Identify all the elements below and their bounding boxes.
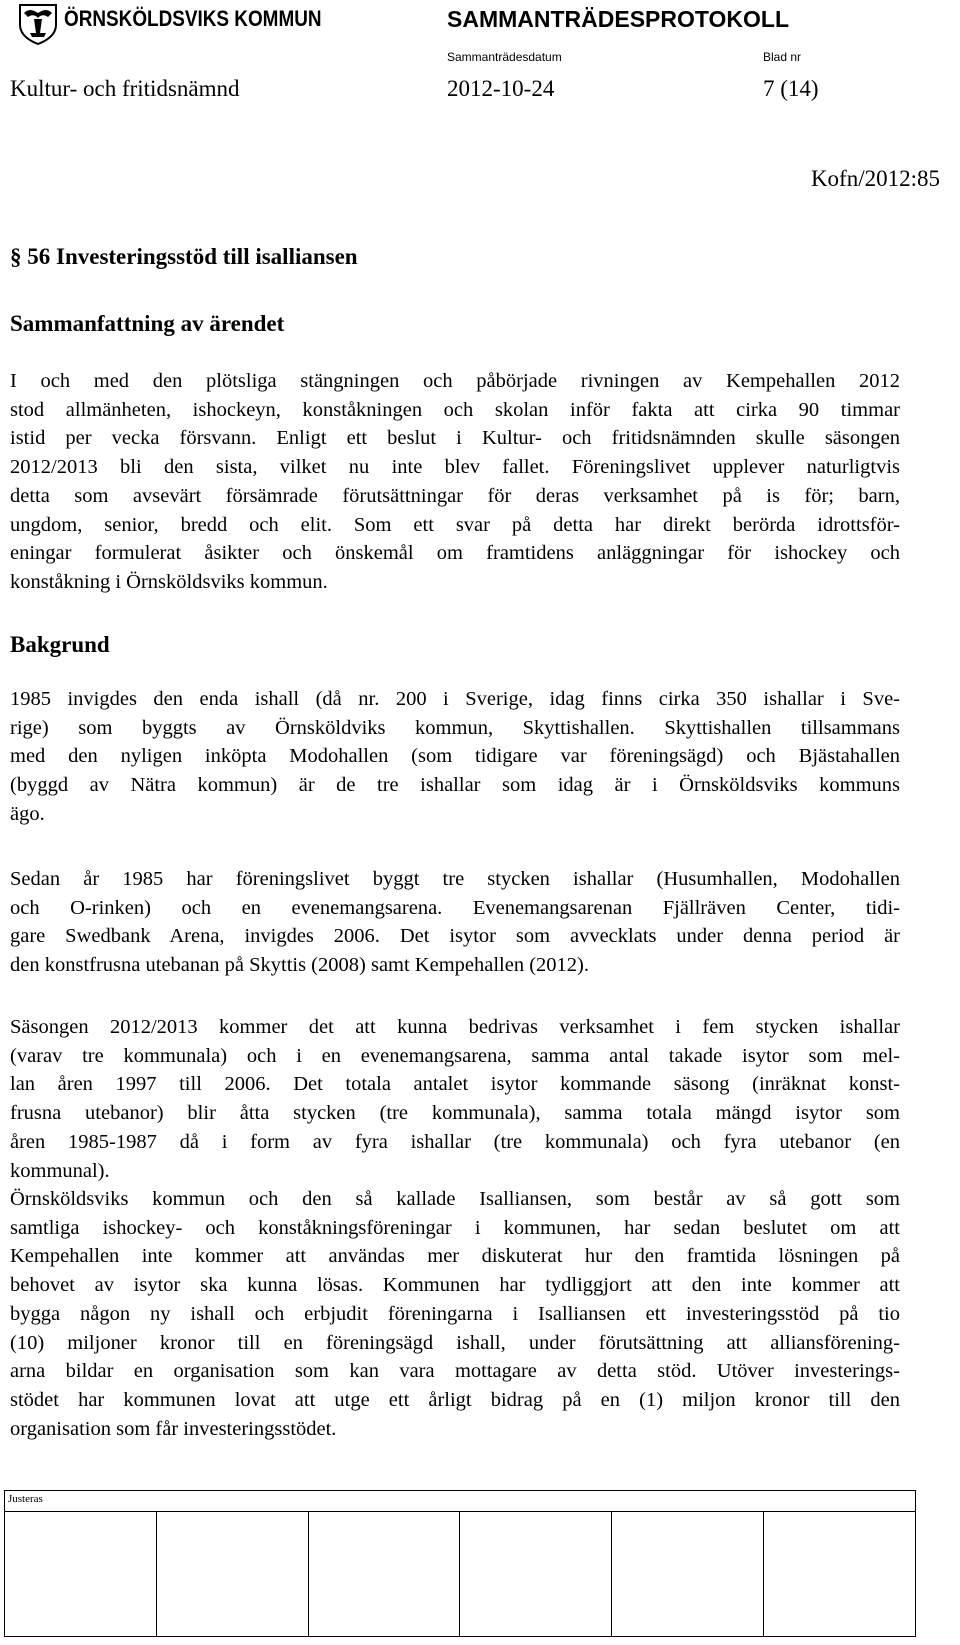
text-line: Sedan år 1985 har föreningslivet byggt tre stycken ishallar (Husumhallen, Modohallen (10, 868, 900, 890)
background-paragraph-1 (10, 685, 900, 829)
text-line: kommunal). (10, 1159, 110, 1182)
background-paragraph-4 (10, 1185, 900, 1443)
document-type: SAMMANTRÄDESPROTOKOLL (447, 6, 790, 32)
signature-cell (460, 1512, 612, 1637)
text-line: den konstfrusna utebanan på Skyttis (2008) samt Kempehallen (2012). (10, 954, 589, 977)
text-line: behovet av isytor ska kunna lösas. Kommunen har tydliggjort att den inte kommer att (10, 1274, 900, 1297)
text-line: detta som avsevärt försämrade förutsättningar för deras verksamhet på is för; barn, (10, 484, 900, 507)
meeting-date: 2012-10-24 (447, 76, 555, 101)
signature-cell (157, 1512, 309, 1637)
text-line: rige) som byggts av Örnsköldviks kommun, Skyttishallen. Skyttishallen tillsammans (10, 716, 900, 739)
text-line: stod allmänheten, ishockeyn, konståkningen och skolan inför fakta att cirka 90 timmar (10, 398, 900, 421)
background-paragraph-3 (10, 1013, 900, 1185)
text-line: stödet har kommunen lovat att utge ett årligt bidrag på en (1) miljon kronor till den (10, 1388, 900, 1411)
signature-cell (764, 1512, 915, 1637)
case-reference: Kofn/2012:85 (810, 166, 940, 191)
text-line: Kempehallen inte kommer att användas mer diskuterat hur den framtida lösningen på (10, 1245, 900, 1268)
text-line: åren 1985-1987 då i form av fyra ishallar (tre kommunala) och fyra utebanor (en (10, 1130, 900, 1153)
page-label: Blad nr (763, 50, 802, 64)
text-line: (byggd av Nätra kommun) är de tre ishallar som idag är i Örnsköldsviks kommuns (10, 774, 900, 797)
text-line: bygga någon ny ishall och erbjudit föreningarna i Isalliansen ett investeringsstöd på tio (10, 1302, 900, 1325)
text-line: (10) miljoner kronor till en föreningsägd ishall, under förutsättning att alliansförening- (10, 1331, 900, 1354)
text-line: eningar formulerat åsikter och önskemål om framtidens anläggningar för ishockey och (10, 542, 900, 565)
text-line: ungdom, senior, bredd och elit. Som ett svar på detta har direkt berörda idrottsför- (10, 513, 900, 536)
text-line: 2012/2013 bli den sista, vilket nu inte blev fallet. Föreningslivet upplever naturligtvis (10, 456, 900, 479)
text-line: och O-rinken) och en evenemangsarena. Evenemangsarenan Fjällräven Center, tidi- (10, 896, 900, 919)
background-paragraph-2 (10, 865, 900, 980)
signature-cells (5, 1511, 915, 1637)
summary-heading: Sammanfattning av ärendet (10, 311, 285, 336)
text-line: arna bildar en organisation som kan vara mottagare av detta stöd. Utöver investerings- (10, 1360, 900, 1383)
text-line: organisation som får investeringsstödet. (10, 1417, 337, 1440)
summary-paragraph (10, 367, 900, 597)
signature-cell (5, 1512, 157, 1637)
text-line: konståkning i Örnsköldsviks kommun. (10, 570, 328, 593)
text-line: frusna utebanor) blir åtta stycken (tre kommunala), samma totala mängd isytor som (10, 1102, 900, 1125)
text-line: lan åren 1997 till 2006. Det totala antalet isytor kommande säsong (inräknat konst- (10, 1073, 900, 1096)
page-number: 7 (14) (763, 76, 819, 101)
background-heading: Bakgrund (10, 632, 110, 657)
signature-box (4, 1490, 916, 1637)
committee-name: Kultur- och fritidsnämnd (10, 76, 240, 101)
text-line: istid per vecka försvann. Enligt ett beslut i Kultur- och fritidsnämnden skulle säsongen (10, 427, 900, 450)
organization-name: ÖRNSKÖLDSVIKS KOMMUN (64, 6, 322, 31)
signature-cell (309, 1512, 461, 1637)
text-line: Säsongen 2012/2013 kommer det att kunna bedrivas verksamhet i fem stycken ishallar (10, 1016, 900, 1038)
signature-cell (612, 1512, 764, 1637)
text-line: gare Swedbank Arena, invigdes 2006. Det isytor som avvecklats under denna period är (10, 925, 900, 948)
section-title: § 56 Investeringsstöd till isalliansen (10, 244, 358, 269)
municipal-crest-icon (18, 3, 58, 45)
text-line: ägo. (10, 802, 45, 825)
text-line: samtliga ishockey- och konståkningsföreningar i kommunen, har sedan beslutet om att (10, 1216, 900, 1239)
text-line: (varav tre kommunala) och i en evenemangsarena, samma antal takade isytor som mel- (10, 1044, 900, 1067)
text-line: Örnsköldsviks kommun och den så kallade Isalliansen, som består av så gott som (10, 1188, 900, 1210)
text-line: 1985 invigdes den enda ishall (då nr. 200 i Sverige, idag finns cirka 350 ishallar i Sve- (10, 688, 900, 710)
justeras-label: Justeras (8, 1493, 43, 1505)
date-label: Sammanträdesdatum (447, 50, 562, 64)
text-line: med den nyligen inköpta Modohallen (som tidigare var föreningsägd) och Bjästahallen (10, 745, 900, 768)
text-line: I och med den plötsliga stängningen och påbörjade rivningen av Kempehallen 2012 (10, 370, 900, 392)
